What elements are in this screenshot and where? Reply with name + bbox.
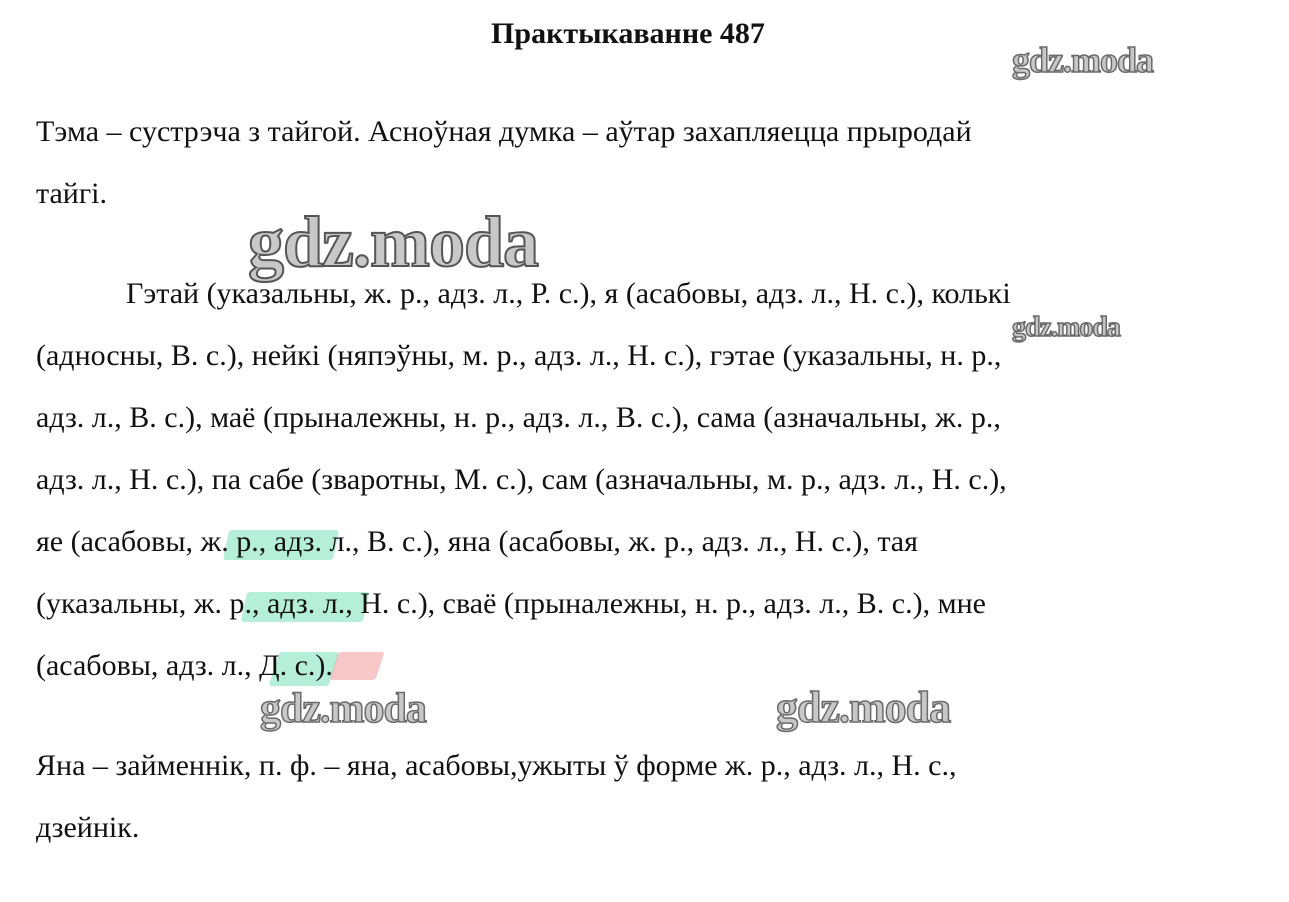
watermark: gdz.moda [776, 683, 951, 732]
text-line: (асабовы, адз. л., Д. с.). [36, 649, 333, 682]
text-line: дзейнік. [36, 811, 140, 844]
text-line: яе (асабовы, ж. р., адз. л., В. с.), яна (асабовы, ж. р., адз. л., Н. с.), тая [36, 525, 918, 558]
text-line: Яна – займеннік, п. ф. – яна, асабовы,ужыты ў форме ж. р., адз. л., Н. с., [36, 749, 957, 782]
watermark: gdz.moda [1012, 312, 1120, 343]
page-title: Практыкаванне 487 [491, 17, 765, 50]
text-line: Гэтай (указальны, ж. р., адз. л., Р. с.), я (асабовы, адз. л., Н. с.), колькі [126, 277, 1011, 310]
highlight-mark [329, 652, 384, 680]
text-line: (адносны, В. с.), нейкі (няпэўны, м. р., адз. л., Н. с.), гэтае (указальны, н. р., [36, 339, 1002, 372]
text-line: (указальны, ж. р., адз. л., Н. с.), сваё (прыналежны, н. р., адз. л., В. с.), мне [36, 587, 986, 620]
text-line: адз. л., Н. с.), па сабе (зваротны, М. с.), сам (азначальны, м. р., адз. л., Н. с.), [36, 463, 1007, 496]
text-line: адз. л., В. с.), маё (прыналежны, н. р., адз. л., В. с.), сама (азначальны, ж. р., [36, 401, 1001, 434]
watermark: gdz.moda [260, 686, 426, 732]
text-line: тайгі. [36, 177, 107, 210]
text-line: Тэма – сустрэча з тайгой. Асноўная думка – аўтар захапляецца прыродай [36, 115, 972, 148]
watermark: gdz.moda [248, 202, 539, 282]
watermark: gdz.moda [1012, 40, 1154, 80]
